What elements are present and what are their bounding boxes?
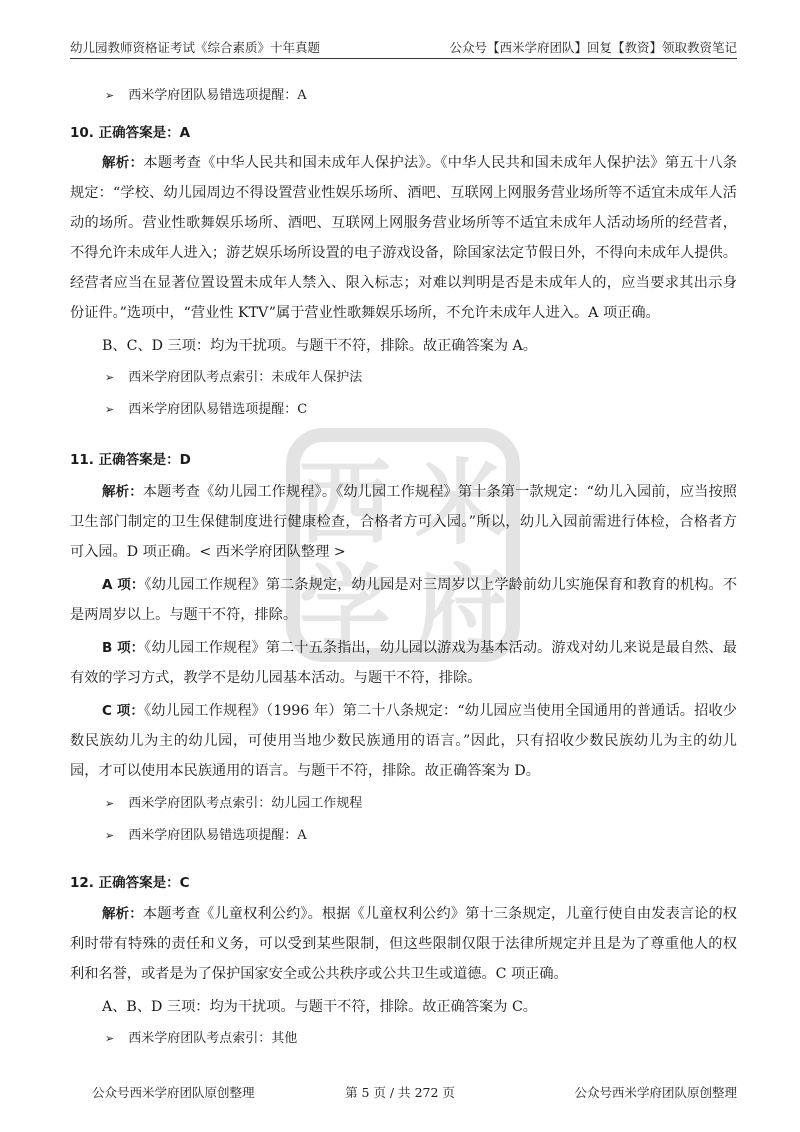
watermark-char-4: 府: [414, 555, 508, 662]
q11-option-c-line-1: C 项：《幼儿园工作规程》（1996 年）第二十八条规定：“幼儿园应当使用全国通用的普通话。招收少: [102, 703, 737, 719]
arrow-bullet-icon: ➢: [105, 403, 115, 416]
arrow-bullet-icon: ➢: [105, 797, 115, 810]
footer-left: 公众号西米学府团队原创整理: [92, 1085, 255, 1100]
q11-error-bullet: ➢ 西米学府团队易错选项提醒：A: [105, 828, 307, 843]
q10-error-bullet: ➢ 西米学府团队易错选项提醒：C: [105, 402, 308, 417]
q10-others: B、C、D 三项：均为干扰项。与题干不符，排除。故正确答案为 A。: [102, 338, 537, 354]
q11-jiexi-line-1: 解析：本题考查《幼儿园工作规程》。《幼儿园工作规程》第十条第一款规定：“幼儿入园前，应当按照: [102, 484, 737, 500]
arrow-bullet-icon: ➢: [105, 1032, 115, 1045]
watermark-char-3: 学: [298, 555, 392, 662]
q10-jiexi-line-2: 规定：“学校、幼儿园周边不得设置营业性娱乐场所、酒吧、互联网上网服务营业场所等不适宜未成年人活: [70, 185, 737, 201]
q10-answer: 10. 正确答案是：A: [70, 125, 191, 141]
q11-index-bullet: ➢ 西米学府团队考点索引：幼儿园工作规程: [105, 796, 363, 811]
page-header: [70, 36, 737, 59]
q11-option-c-line-3: 园，才可以使用本民族通用的语言。与题干不符，排除。故正确答案为 D。: [70, 763, 540, 779]
watermark-char-2: 米: [414, 450, 508, 557]
arrow-bullet-icon: ➢: [105, 829, 115, 842]
q11-option-b-line-2: 有效的学习方式，教学不是幼儿园基本活动。与题干不符，排除。: [70, 670, 482, 686]
q12-jiexi-line-2: 利时带有特殊的责任和义务，可以受到某些限制，但这些限制仅限于法律所规定并且是为了尊重他人的权: [70, 936, 737, 952]
q10-jiexi-line-5: 经营者应当在显著位置设置未成年人禁入、限入标志；对难以判明是否是未成年人的，应当要求其出示身: [70, 275, 737, 291]
q11-jiexi-line-2: 卫生部门制定的卫生保健制度进行健康检查，合格者方可入园。”所以，幼儿入园前需进行体检，合格者方: [70, 514, 737, 530]
q10-jiexi-line-3: 动的场所。营业性歌舞娱乐场所、酒吧、互联网上网服务营业场所等不适宜未成年人活动场所的经营者，: [70, 215, 737, 231]
q11-option-a-line-2: 是两周岁以上。与题干不符，排除。: [70, 607, 298, 623]
q11-answer: 11. 正确答案是：D: [70, 452, 191, 468]
q11-option-c-line-2: 数民族幼儿为主的幼儿园，可使用当地少数民族通用的语言。”因此，只有招收少数民族幼儿为主的幼儿: [70, 733, 737, 749]
q10-index-bullet: ➢ 西米学府团队考点索引：未成年人保护法: [105, 370, 363, 385]
header-title: 幼儿园教师资格证考试《综合素质》十年真题: [70, 40, 321, 55]
q12-jiexi-line-3: 利和名誉，或者是为了保护国家安全或公共秩序或公共卫生或道德。C 项正确。: [70, 966, 568, 982]
q11-jiexi-line-3: 可入园。D 项正确。< 西米学府团队整理 >: [70, 544, 346, 560]
q12-jiexi-line-1: 解析：本题考查《儿童权利公约》。根据《儿童权利公约》第十三条规定，儿童行使自由发表言论的权: [102, 906, 737, 922]
q11-option-b-line-1: B 项：《幼儿园工作规程》第二十五条指出，幼儿园以游戏为基本活动。游戏对幼儿来说是最自然、最: [102, 640, 737, 656]
q12-answer: 12. 正确答案是：C: [70, 875, 190, 891]
arrow-bullet-icon: ➢: [105, 89, 115, 102]
q10-jiexi-line-6: 份证件。”选项中，“营业性 KTV”属于营业性歌舞娱乐场所，不允许未成年人进入。A 项正确。: [70, 305, 660, 321]
q11-option-a-line-1: A 项：《幼儿园工作规程》第二条规定，幼儿园是对三周岁以上学龄前幼儿实施保育和教育的机构。不: [102, 577, 738, 593]
q9-error-bullet: ➢ 西米学府团队易错选项提醒：A: [105, 88, 307, 103]
watermark-char-1: 西: [298, 450, 392, 557]
footer-right: 公众号西米学府团队原创整理: [574, 1085, 737, 1100]
header-promo: 公众号【西米学府团队】回复【教资】领取教资笔记: [449, 40, 737, 55]
q10-jiexi-line-4: 不得允许未成年人进入；游艺娱乐场所设置的电子游戏设备，除国家法定节假日外，不得向未成年人提供。: [70, 245, 737, 261]
q12-others: A、B、D 三项：均为干扰项。与题干不符，排除。故正确答案为 C。: [102, 999, 537, 1015]
page-number: 第 5 页 / 共 272 页: [345, 1085, 455, 1100]
arrow-bullet-icon: ➢: [105, 371, 115, 384]
q12-index-bullet: ➢ 西米学府团队考点索引：其他: [105, 1031, 298, 1046]
q10-jiexi-line-1: 解析：本题考查《中华人民共和国未成年人保护法》。《中华人民共和国未成年人保护法》第五十八条: [102, 155, 737, 171]
